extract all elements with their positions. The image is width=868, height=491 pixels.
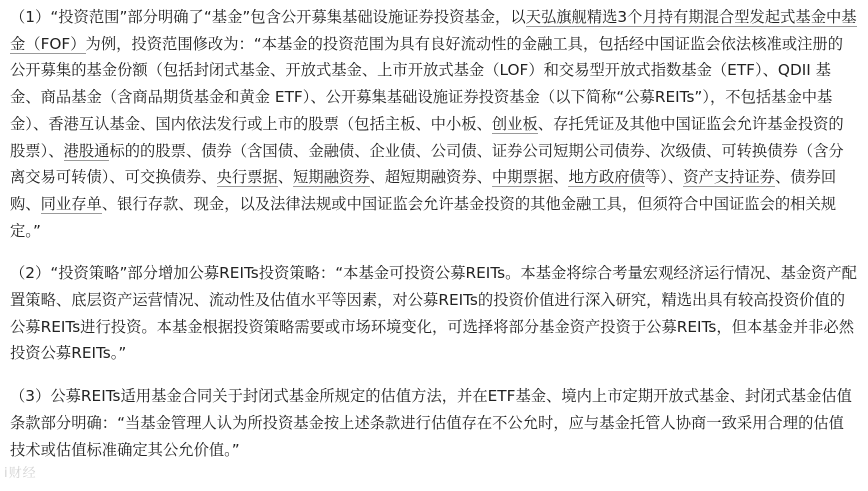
text-segment: 等）、 (644, 168, 684, 187)
text-segment: 、银行存款、现金，以及法律法规或中国证监会允许基金投资的其他金融工具，但须符合中国证监会的相关规定。” (10, 194, 837, 240)
text-segment: 、债券回购、 (10, 168, 837, 213)
inline-link[interactable]: 央行票据 (216, 168, 278, 187)
watermark-text: i财经 (4, 466, 37, 481)
text-segment: 标的的股票、债券（含国债、金融债、企业债、公司债、证券公司短期公司债券、次级债、可转换债券（含分离交易可转债）、可交换债券、 (10, 141, 844, 187)
inline-link[interactable]: 创业板 (491, 114, 538, 133)
text-segment: 、存托凭证及其他中国证监会允许基金投资的股票）、 (10, 114, 844, 160)
inline-link[interactable]: 短期融资券 (293, 168, 370, 187)
paragraph-investment-strategy (10, 260, 858, 367)
inline-link[interactable]: 资产支持证券 (683, 168, 775, 187)
inline-link[interactable]: 港股通 (63, 141, 110, 160)
text-segment: 、超短期融资券、 (369, 168, 492, 187)
text-segment: 、 (553, 168, 569, 187)
inline-link[interactable]: 同业存单 (40, 194, 102, 213)
text-segment: 为例，投资范围修改为：“本基金的投资范围为具有良好流动性的金融工具，包括经中国证监会依法核准或注册的公开募集的基金份额（包括封闭式基金、开放式基金、上市开放式基金（LOF）和交易型开放式指数基金（ETF）、QDII 基金、商品基金（含商品期货基金和黄金 ETF）、公开募集基础设施证券投资基金（以下简称“公募REITs”），不包括基金中基金）、香港互认基金、国内依法发行或上市的股票（包括主板、中小板、 (10, 34, 844, 133)
paragraph-investment-scope (10, 4, 858, 244)
paragraph-valuation-method (10, 383, 858, 463)
inline-link[interactable]: 地方政府债 (568, 168, 645, 187)
inline-link[interactable]: 天弘旗舰精选3个月持有期混合型发起式基金中基金（FOF） (10, 8, 857, 53)
article-body (10, 4, 858, 463)
text-segment: 、 (277, 168, 294, 187)
text-segment: （2）“投资策略”部分增加公募REITs投资策略：“本基金可投资公募REITs。本基金将综合考量宏观经济运行情况、基金资产配置策略、底层资产运营情况、流动性及估值水平等因素，对公募REITs的投资价值进行深入研究，精选出具有较高投资价值的公募REITs进行投资。本基金根据投资策略需要或市场环境变化，可选择将部分基金资产投资于公募REITs，但本基金并非必然投资公募REITs。” (10, 264, 857, 363)
inline-link[interactable]: 中期票据 (491, 168, 554, 187)
text-segment: （1）“投资范围”部分明确了“基金”包含公开募集基础设施证券投资基金，以 (10, 8, 526, 26)
text-segment: （3）公募REITs适用基金合同关于封闭式基金所规定的估值方法，并在ETF基金、境内上市定期开放式基金、封闭式基金估值条款部分明确：“当基金管理人认为所投资基金按上述条款进行估值存在不公允时，应与基金托管人协商一致采用合理的估值技术或估值标准确定其公允价值。” (10, 387, 852, 459)
